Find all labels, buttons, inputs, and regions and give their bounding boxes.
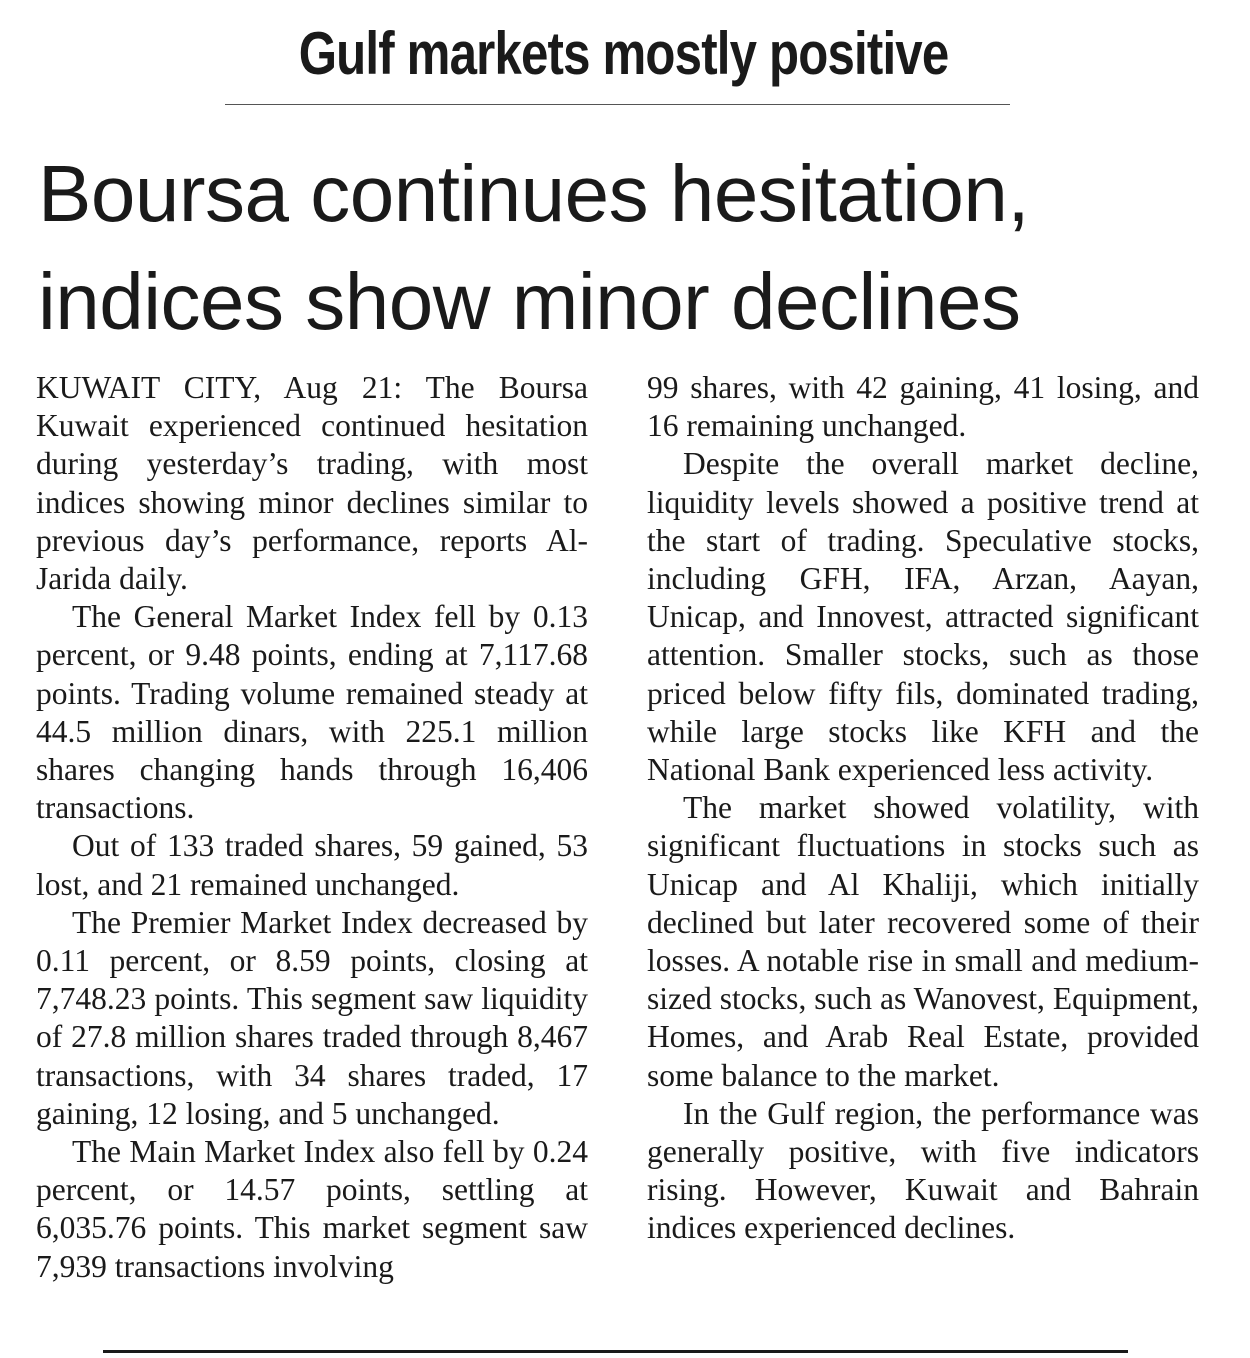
headline-line-2: indices show minor declines <box>38 257 1021 346</box>
paragraph: The market showed volatility, with significant fluctuations in stocks such as Unicap and Al Khaliji, which initially declined but later recovered some of their losses. A notable rise in small and medium-sized stocks, such as Wanovest, Equipment, Homes, and Arab Real Estate, provided some balance to the market. <box>647 790 1199 1093</box>
kicker-divider <box>225 104 1010 105</box>
paragraph: KUWAIT CITY, Aug 21: The Boursa Kuwait experienced continued hesitation during yesterday’s trading, with most indices showing minor declines similar to previous day’s performance, reports Al-Jarida daily. <box>36 370 588 597</box>
headline-line-1: Boursa continues hesitation, <box>38 149 1030 238</box>
paragraph-continued: 99 shares, with 42 gaining, 41 losing, and 16 remaining unchanged. <box>647 370 1199 444</box>
article-column-right <box>647 369 1199 1248</box>
paragraph: In the Gulf region, the performance was generally positive, with five indicators rising. However, Kuwait and Bahrain indices experienced declines. <box>647 1095 1199 1246</box>
paragraph: The Premier Market Index decreased by 0.11 percent, or 8.59 points, closing at 7,748.23 points. This segment saw liquidity of 27.8 million shares traded through 8,467 transactions, with 34 shares traded, 17 gaining, 12 losing, and 5 unchanged. <box>36 904 588 1131</box>
article-headline <box>38 140 1218 356</box>
paragraph: Out of 133 traded shares, 59 gained, 53 lost, and 21 remained unchanged. <box>36 828 588 902</box>
paragraph: The Main Market Index also fell by 0.24 percent, or 14.57 points, settling at 6,035.76 points. This market segment saw 7,939 transactions involving <box>36 1134 588 1284</box>
bottom-divider <box>103 1350 1128 1353</box>
paragraph: The General Market Index fell by 0.13 percent, or 9.48 points, ending at 7,117.68 points. Trading volume remained steady at 44.5 million dinars, with 225.1 million shares changing hands through 16,406 transactions. <box>36 599 588 826</box>
paragraph: Despite the overall market decline, liquidity levels showed a positive trend at the start of trading. Speculative stocks, including GFH, IFA, Arzan, Aayan, Unicap, and Innovest, attracted significant attention. Smaller stocks, such as those priced below fifty fils, dominated trading, while large stocks like KFH and the National Bank experienced less activity. <box>647 446 1199 788</box>
article-column-left <box>36 369 588 1286</box>
kicker-heading: Gulf markets mostly positive <box>298 20 949 87</box>
